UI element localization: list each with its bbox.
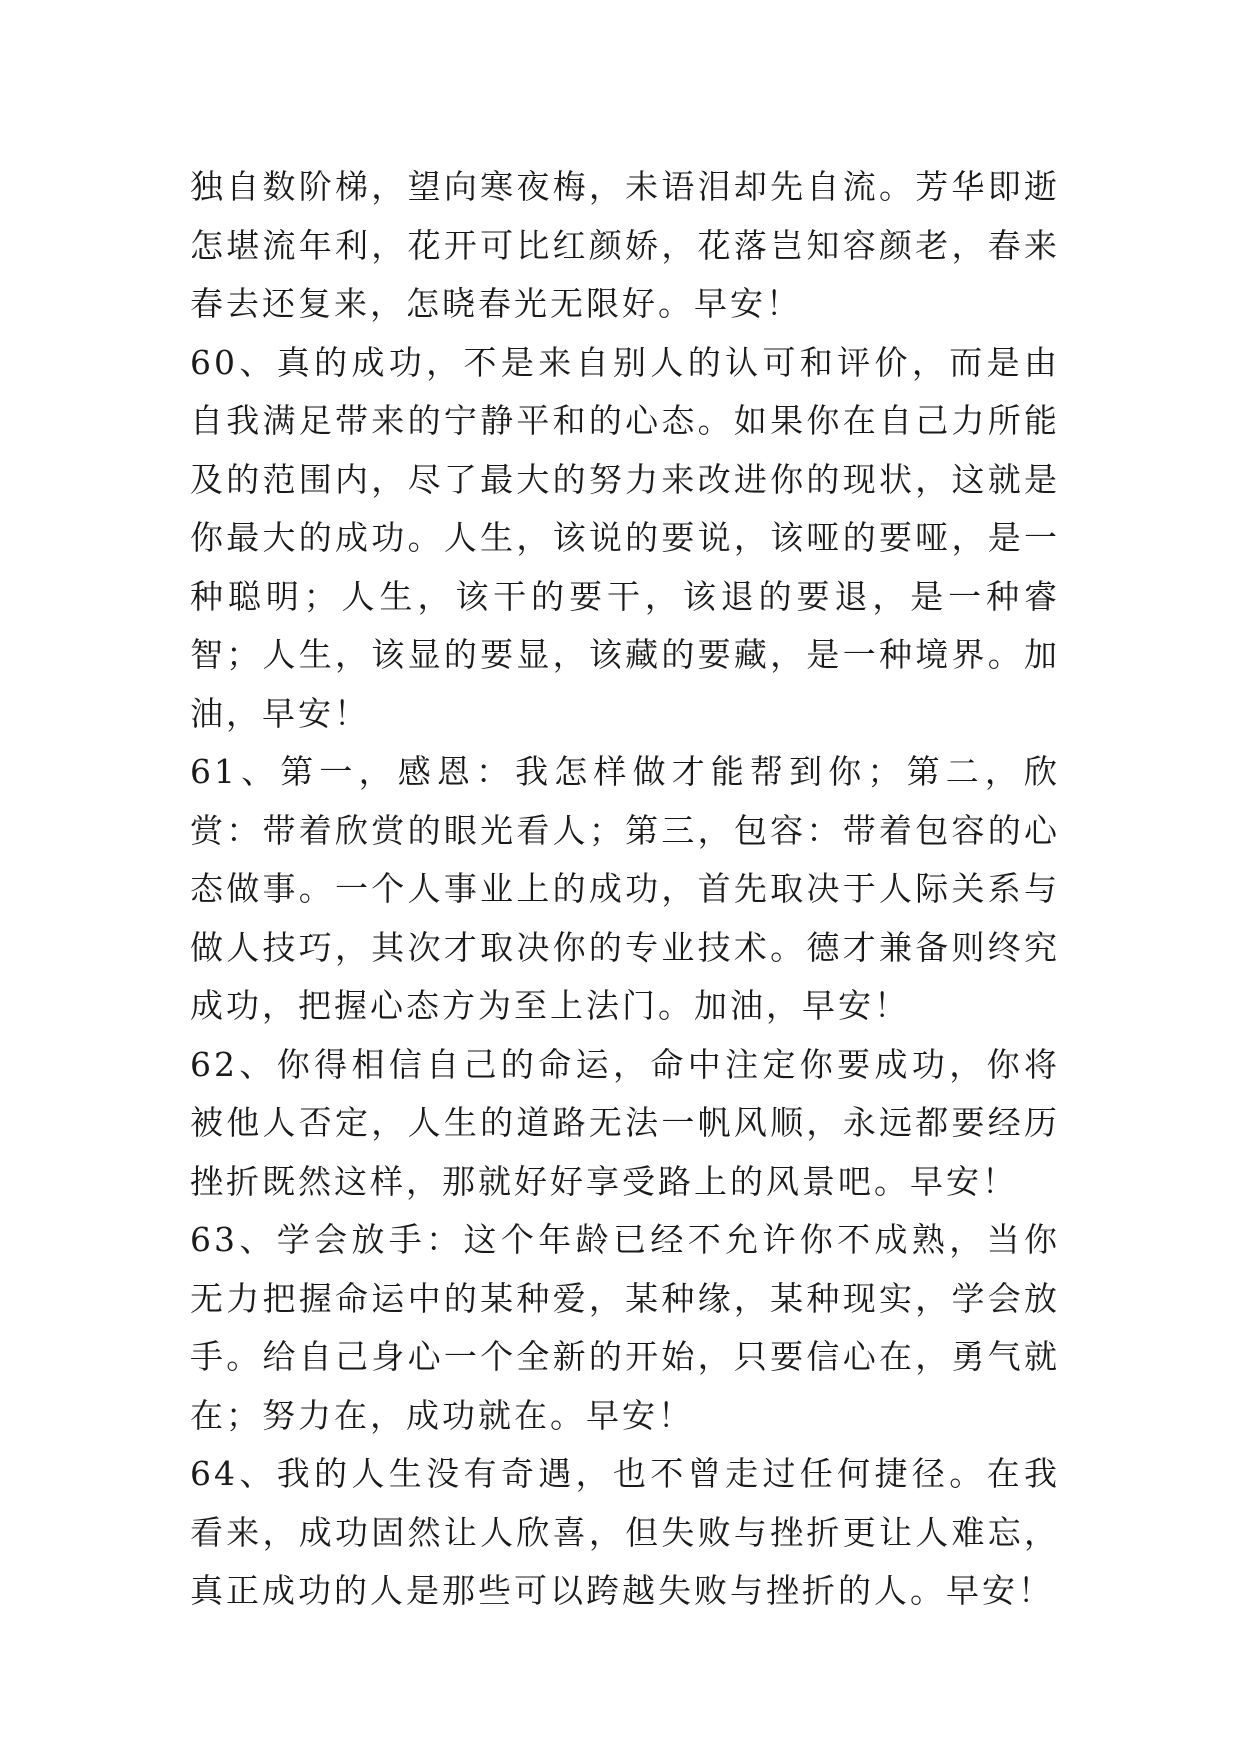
document-body (190, 158, 1060, 1621)
paragraph-61: 61、第一，感恩：我怎样做才能帮到你；第二，欣赏：带着欣赏的眼光看人；第三，包容：带着包容的心态做事。一个人事业上的成功，首先取决于人际关系与做人技巧，其次才取决你的专业技术。德才兼备则终究成功，把握心态方为至上法门。加油，早安！ (190, 752, 1060, 1025)
paragraph-62: 62、你得相信自己的命运，命中注定你要成功，你将被他人否定，人生的道路无法一帆风顺，永远都要经历挫折既然这样，那就好好享受路上的风景吧。早安！ (190, 1044, 1060, 1201)
paragraph-60: 60、真的成功，不是来自别人的认可和评价，而是由自我满足带来的宁静平和的心态。如果你在自己力所能及的范围内，尽了最大的努力来改进你的现状，这就是你最大的成功。人生，该说的要说，该哑的要哑，是一种聪明；人生，该干的要干，该退的要退，是一种睿智；人生，该显的要显，该藏的要藏，是一种境界。加油，早安！ (190, 342, 1060, 733)
paragraph-continuation: 独自数阶梯，望向寒夜梅，未语泪却先自流。芳华即逝怎堪流年利，花开可比红颜娇，花落岂知容颜老，春来春去还复来，怎晓春光无限好。早安！ (190, 167, 1060, 323)
paragraph-63: 63、学会放手：这个年龄已经不允许你不成熟，当你无力把握命运中的某种爱，某种缘，某种现实，学会放手。给自己身心一个全新的开始，只要信心在，勇气就在；努力在，成功就在。早安！ (190, 1220, 1060, 1435)
paragraph-64: 64、我的人生没有奇遇，也不曾走过任何捷径。在我看来，成功固然让人欣喜，但失败与挫折更让人难忘，真正成功的人是那些可以跨越失败与挫折的人。早安！ (190, 1454, 1060, 1610)
